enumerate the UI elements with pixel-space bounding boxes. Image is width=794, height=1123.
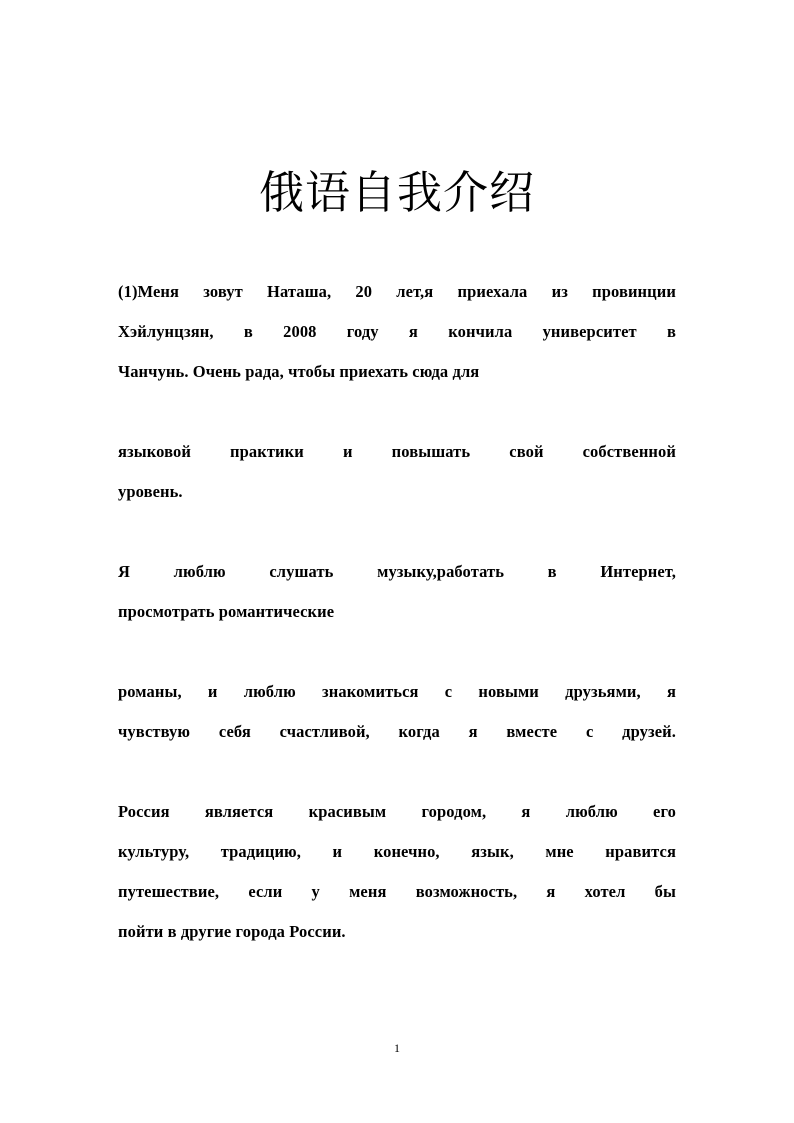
text-line: пойти в другие города России.: [118, 922, 346, 941]
paragraph-5: [118, 792, 676, 952]
text-line: Россия является красивым городом, я люблю его: [118, 802, 676, 821]
text-line: путешествие, если у меня возможность, я хотел бы: [118, 882, 676, 901]
text-line: романы, и люблю знакомиться с новыми друзьями, я: [118, 682, 676, 701]
document-body: [118, 272, 676, 952]
text-line: просмотрать романтические: [118, 602, 335, 621]
page-title: 俄语自我介绍: [258, 166, 535, 220]
page-number: 1: [394, 1041, 400, 1055]
text-line: культуру, традицию, и конечно, язык, мне нравится: [118, 842, 676, 861]
text-line: Хэйлунцзян, в 2008 году я кончила университет в: [118, 322, 676, 341]
text-line: (1)Меня зовут Наташа, 20 лет,я приехала из провинции: [118, 282, 676, 301]
text-line: Я люблю слушать музыку,работать в Интернет,: [118, 562, 676, 581]
paragraph-4: [118, 672, 676, 752]
text-line: чувствую себя счастливой, когда я вместе с друзей.: [118, 722, 676, 741]
text-line: языковой практики и повышать свой собственной: [118, 442, 676, 461]
paragraph-2: [118, 432, 676, 512]
paragraph-1: [118, 272, 676, 392]
paragraph-3: [118, 552, 676, 632]
text-line: уровень.: [118, 482, 183, 501]
text-line: Чанчунь. Очень рада, чтобы приехать сюда для: [118, 362, 480, 381]
